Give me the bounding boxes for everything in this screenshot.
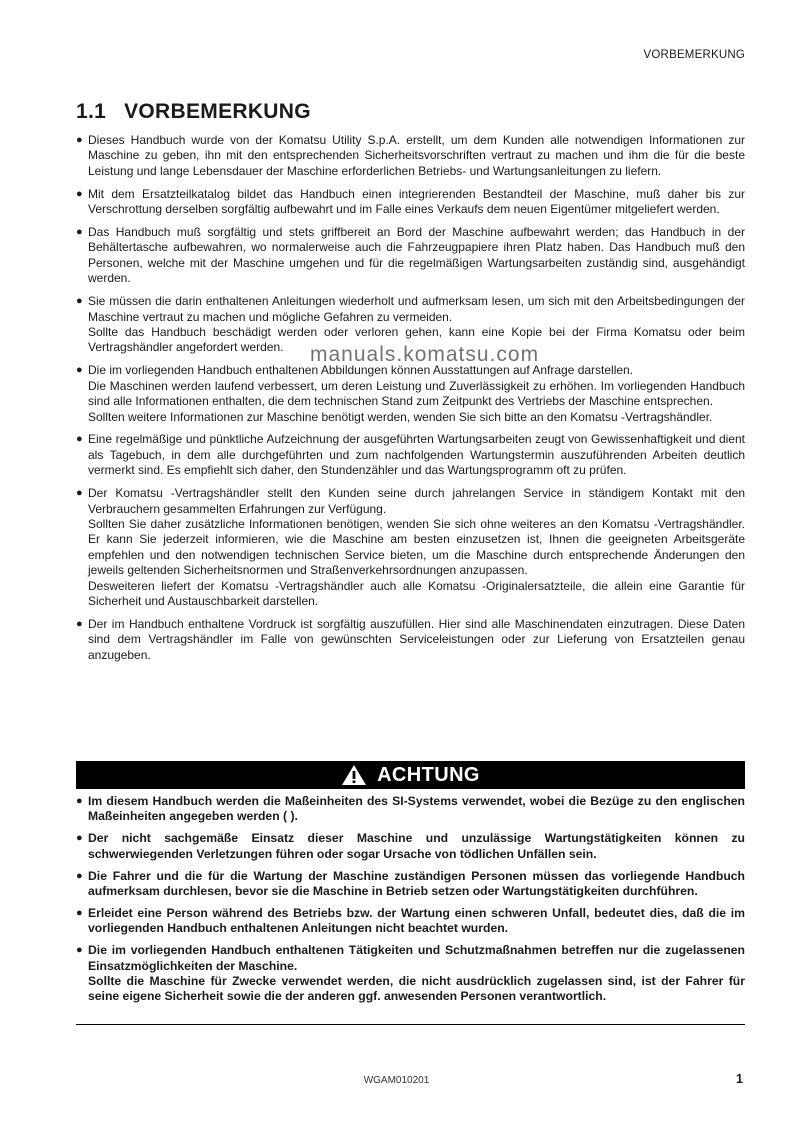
paragraph: Sollten weitere Informationen zur Maschine benötigt werden, wenden Sie sich bitte an den Komatsu -Vertragshändler. bbox=[88, 409, 713, 424]
bullet-icon: ● bbox=[76, 295, 83, 308]
bullet-icon: ● bbox=[76, 226, 83, 239]
bullet-icon: ● bbox=[76, 187, 83, 200]
intro-list bbox=[76, 133, 745, 671]
warning-list bbox=[76, 794, 745, 1011]
running-header: VORBEMERKUNG bbox=[643, 49, 745, 61]
bullet-icon: ● bbox=[76, 869, 83, 882]
paragraph: Desweiteren liefert der Komatsu -Vertragshändler auch alle Komatsu -Originalersatzteile, die allein eine Garantie für Sicherheit und Austauschbarkeit darstellen. bbox=[88, 578, 745, 608]
section-title-text: VORBEMERKUNG bbox=[124, 100, 311, 123]
paragraph: Eine regelmäßige und pünktliche Aufzeichnung der ausgeführten Wartungsarbeiten zeugt von Gewissenhaftigkeit und dient als Tagebuch, in dem alle durchgeführten und zum nachfolgenden Wartungstermin auszuführenden Arbeiten deutlich vermerkt sind. Es empfiehlt sich daher, den Stundenzähler und das Wartungsprogramm oft zu prüfen. bbox=[88, 432, 745, 478]
paragraph: Sie müssen die darin enthaltenen Anleitungen wiederholt und aufmerksam lesen, um sich mit den Arbeitsbedingungen der Maschine vertraut zu machen und mögliche Gefahren zu vermeiden. bbox=[88, 294, 745, 324]
paragraph: Der im Handbuch enthaltene Vordruck ist sorgfältig auszufüllen. Hier sind alle Maschinendaten einzutragen. Diese Daten sind dem Vertragshändler im Falle von gewünschten Serviceleistungen oder zur Lieferung von Ersatzteilen genau anzugeben. bbox=[88, 616, 745, 662]
paragraph: Die im vorliegenden Handbuch enthaltenen Abbildungen können Ausstattungen auf Anfrage darstellen. bbox=[88, 363, 634, 378]
warning-item bbox=[76, 869, 745, 900]
doc-code: WGAM010201 bbox=[363, 1075, 430, 1086]
warning-triangle-icon bbox=[341, 764, 367, 786]
bullet-icon: ● bbox=[76, 433, 83, 446]
section-title bbox=[76, 100, 311, 124]
warning-item bbox=[76, 831, 745, 862]
page-number: 1 bbox=[736, 1072, 743, 1086]
list-item bbox=[76, 294, 745, 356]
bullet-icon: ● bbox=[76, 134, 83, 146]
paragraph: Erleidet eine Person während des Betriebs bzw. der Wartung einen schweren Unfall, bedeutet dies, daß die im vorliegenden Handbuch enthaltenen Anleitungen nicht beachtet wurden. bbox=[88, 905, 745, 936]
bullet-icon: ● bbox=[76, 795, 83, 807]
paragraph: Das Handbuch muß sorgfältig und stets griffbereit an Bord der Maschine aufbewahrt werden; das Handbuch in der Behältertasche aufbewahren, wo normalerweise auch die Fahrzeugpapiere ihren Platz haben. Das Handbuch muß den Personen, welche mit der Maschine umgehen und für die regelmäßigen Wartungsarbeiten zuständig sind, ausgehändigt werden. bbox=[88, 225, 745, 286]
paragraph: Im diesem Handbuch werden die Maßeinheiten des SI-Systems verwendet, wobei die Bezüge zu den englischen Maßeinheiten angegeben werden ( ). bbox=[88, 794, 745, 824]
list-item bbox=[76, 432, 745, 478]
paragraph: Dieses Handbuch wurde von der Komatsu Utility S.p.A. erstellt, um dem Kunden alle notwendigen Informationen zur Maschine zu geben, ihn mit den entsprechenden Sicherheitsvorschriften vertraut zu machen und ihm die für die beste Leistung und lange Lebensdauer der Maschine erforderlichen Betriebs- und Wartungsanleitungen zu liefern. bbox=[88, 133, 745, 178]
paragraph: Sollten Sie daher zusätzliche Informationen benötigen, wenden Sie sich ohne weiteres an den Komatsu -Vertragshändler. Er kann Sie jederzeit informieren, wie die Maschine am besten einzusetzen ist, Ihnen die geeigneten Arbeitsgeräte empfehlen und den notwendigen technischen Service bieten, um die Maschine durch entsprechende Änderungen den jeweils geltenden Sicherheitsnormen und Straßenverkehrsordnungen anzupassen. bbox=[88, 516, 745, 578]
divider bbox=[76, 1024, 745, 1025]
warning-item bbox=[76, 943, 745, 1005]
bullet-icon: ● bbox=[76, 364, 83, 377]
bullet-icon: ● bbox=[76, 487, 83, 500]
list-item bbox=[76, 363, 745, 425]
warning-item bbox=[76, 794, 745, 825]
paragraph: Der nicht sachgemäße Einsatz dieser Maschine und unzulässige Wartungstätigkeiten können zu schwerwiegenden Verletzungen führen oder sogar Ursache von tödlichen Unfällen sein. bbox=[88, 831, 745, 861]
warning-title: ACHTUNG bbox=[377, 763, 480, 786]
list-item bbox=[76, 617, 745, 663]
paragraph: Die Fahrer und die für die Wartung der Maschine zuständigen Personen müssen das vorliegende Handbuch aufmerksam durchlesen, bevor sie die Maschine in Betrieb setzen oder Wartungstätigkeiten durchführen. bbox=[88, 868, 745, 899]
bullet-icon: ● bbox=[76, 944, 83, 957]
list-item bbox=[76, 133, 745, 179]
list-item bbox=[76, 225, 745, 287]
list-item bbox=[76, 486, 745, 609]
paragraph: Die Maschinen werden laufend verbessert, um deren Leistung und Zuverlässigkeit zu erhöhen. Im vorliegenden Handbuch sind alle Informationen enthalten, die dem technischen Stand zum Zeitpunkt des Vertriebs der Maschine entsprechen. bbox=[88, 378, 745, 409]
paragraph: Die im vorliegenden Handbuch enthaltenen Tätigkeiten und Schutzmaßnahmen betreffen nur die zugelassenen Einsatzmöglichkeiten der Maschine. bbox=[88, 943, 745, 973]
paragraph: Sollte die Maschine für Zwecke verwendet werden, die nicht ausdrücklich zugelassen sind, ist der Fahrer für seine eigene Sicherheit sowie die der anderen ggf. anwesenden Personen verantwortlich. bbox=[88, 974, 745, 1004]
paragraph: Mit dem Ersatzteilkatalog bildet das Handbuch einen integrierenden Bestandteil der Maschine, muß daher bis zur Verschrottung derselben sorgfältig aufbewahrt und im Falle eines Verkaufs dem neuen Eigentümer mitgeliefert werden. bbox=[88, 186, 745, 217]
list-item bbox=[76, 187, 745, 218]
warning-banner bbox=[76, 761, 745, 789]
watermark: manuals.komatsu.com bbox=[310, 343, 540, 366]
paragraph: Der Komatsu -Vertragshändler stellt den Kunden seine durch jahrelangen Service in ständigem Kontakt mit den Verbrauchern gesammelten Erfahrungen zur Verfügung. bbox=[88, 486, 745, 516]
warning-item bbox=[76, 906, 745, 937]
section-number: 1.1 bbox=[76, 100, 107, 123]
bullet-icon: ● bbox=[76, 906, 83, 919]
bullet-icon: ● bbox=[76, 832, 83, 845]
paragraph: Sollte das Handbuch beschädigt werden oder verloren gehen, kann eine Kopie bei der Firma Komatsu oder beim Vertragshändler angefordert werden. bbox=[88, 324, 745, 355]
bullet-icon: ● bbox=[76, 617, 83, 630]
